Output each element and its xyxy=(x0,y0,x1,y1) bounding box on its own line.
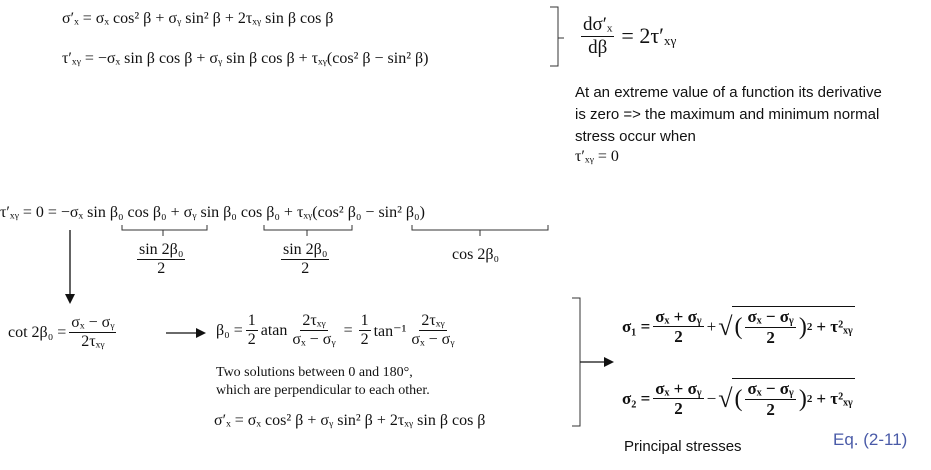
cot-lhs: cot 2β₀ = xyxy=(8,323,67,341)
sigma1-avg-den: 2 xyxy=(674,327,683,347)
sigma1-diff-den: 2 xyxy=(766,327,775,347)
eq-sigma-2: σ₂ = $\frac{\text{σₓ + σᵧ}}{2}$ − √ ( $\frac{\text{σₓ − σᵧ}}{2}$ ) 2 + τ²ₓᵧ xyxy=(622,378,853,419)
atan-den: σₓ − σᵧ xyxy=(292,331,336,349)
beta-lhs: β₀ = xyxy=(216,321,243,339)
sigma2-sqrt: ( $\frac{\text{σₓ − σᵧ}}{2}$ ) 2 + τ²ₓᵧ xyxy=(734,379,853,419)
sigma2-avg-num: σₓ + σᵧ xyxy=(655,378,702,398)
eq-tau-zero: τ′ₓᵧ = 0 = −σₓ sin β₀ cos β₀ + σᵧ sin β₀ cos β₀ + τₓᵧ(cos² β₀ − sin² β₀) xyxy=(0,204,425,221)
eq-cot xyxy=(8,314,119,352)
eq-sigma-x-prime: σ′ₓ = σₓ cos² β + σᵧ sin² β + 2τₓᵧ sin β cos β xyxy=(62,10,334,27)
eq-sigma-1: σ₁ = $\frac{\text{σₓ + σᵧ}}{2}$ + √ ( $\frac{\text{σₓ − σᵧ}}{2}$ ) 2 + τ²ₓᵧ xyxy=(622,306,853,347)
sigma2-lhs: σ₂ = xyxy=(622,388,651,408)
tan-inv-den: σₓ − σᵧ xyxy=(411,331,455,349)
brace-label-1 xyxy=(134,241,188,279)
sigma1-tau-sq: + τ²ₓᵧ xyxy=(816,317,853,337)
extreme-value-condition: τ′ₓᵧ = 0 xyxy=(575,148,619,165)
eq-beta xyxy=(216,312,460,350)
right-arrow-icon xyxy=(164,326,208,340)
two-solutions-note xyxy=(216,364,430,400)
two-solutions-line1: Two solutions between 0 and 180°, xyxy=(216,365,413,380)
equals-sign: = xyxy=(343,321,353,339)
sigma1-lhs: σ₁ = xyxy=(622,316,651,336)
sigma1-diff-num: σₓ − σᵧ xyxy=(747,307,794,326)
tan-inverse-label: tan⁻¹ xyxy=(373,322,407,340)
cot-num: σₓ − σᵧ xyxy=(69,314,116,333)
half-num-2: 1 xyxy=(359,312,371,331)
half-num: 1 xyxy=(246,312,258,331)
sigma2-tau-sq: + τ²ₓᵧ xyxy=(816,389,853,409)
right-brace-top xyxy=(548,6,568,72)
sigma2-diff-den: 2 xyxy=(766,399,775,419)
down-arrow-icon xyxy=(62,228,78,306)
half-den: 2 xyxy=(247,331,256,349)
tan-inv-num: 2τₓᵧ xyxy=(419,312,446,331)
eq-tau-xy-prime: τ′ₓᵧ = −σₓ sin β cos β + σᵧ sin β cos β + τₓᵧ(cos² β − sin² β) xyxy=(62,50,429,67)
underbraces xyxy=(0,222,560,242)
sigma2-square: 2 xyxy=(806,393,813,406)
brace-label-2-num: sin 2β₀ xyxy=(281,241,329,260)
half-den-2: 2 xyxy=(360,331,369,349)
derivative-numerator: dσ′ₓ xyxy=(583,14,613,35)
sigma2-avg-den: 2 xyxy=(674,399,683,419)
principal-stresses-caption: Principal stresses xyxy=(624,438,742,455)
derivative-expression xyxy=(578,14,676,59)
sigma1-sqrt: ( $\frac{\text{σₓ − σᵧ}}{2}$ ) 2 + τ²ₓᵧ xyxy=(734,307,853,347)
brace-label-2-den: 2 xyxy=(301,260,310,278)
atan-num: 2τₓᵧ xyxy=(300,312,327,331)
eq-sigma-x-prime-repeat: σ′ₓ = σₓ cos² β + σᵧ sin² β + 2τₓᵧ sin β cos β xyxy=(214,412,486,429)
brace-label-3: cos 2β₀ xyxy=(452,246,500,263)
sigma2-diff-num: σₓ − σᵧ xyxy=(747,379,794,398)
derivative-denominator: dβ xyxy=(588,36,608,58)
cot-den: 2τₓᵧ xyxy=(81,333,105,351)
two-solutions-line2: which are perpendicular to each other. xyxy=(216,383,430,398)
brace-label-1-num: sin 2β₀ xyxy=(137,241,185,260)
brace-label-2 xyxy=(278,241,332,279)
sigma1-plus: + xyxy=(706,316,717,336)
derivative-result: = 2τ′ₓᵧ xyxy=(621,23,677,49)
equation-number-label: Eq. (2-11) xyxy=(833,430,908,449)
sigma1-avg-num: σₓ + σᵧ xyxy=(655,306,702,326)
sigma1-square: 2 xyxy=(806,321,813,334)
sigma2-minus: − xyxy=(706,388,717,408)
atan-label: atan xyxy=(260,321,288,339)
brace-label-1-den: 2 xyxy=(157,260,166,278)
right-brace-bottom xyxy=(570,296,616,432)
extreme-value-note: At an extreme value of a function its derivative is zero => the maximum and minimum normal stress occur when xyxy=(575,84,882,145)
